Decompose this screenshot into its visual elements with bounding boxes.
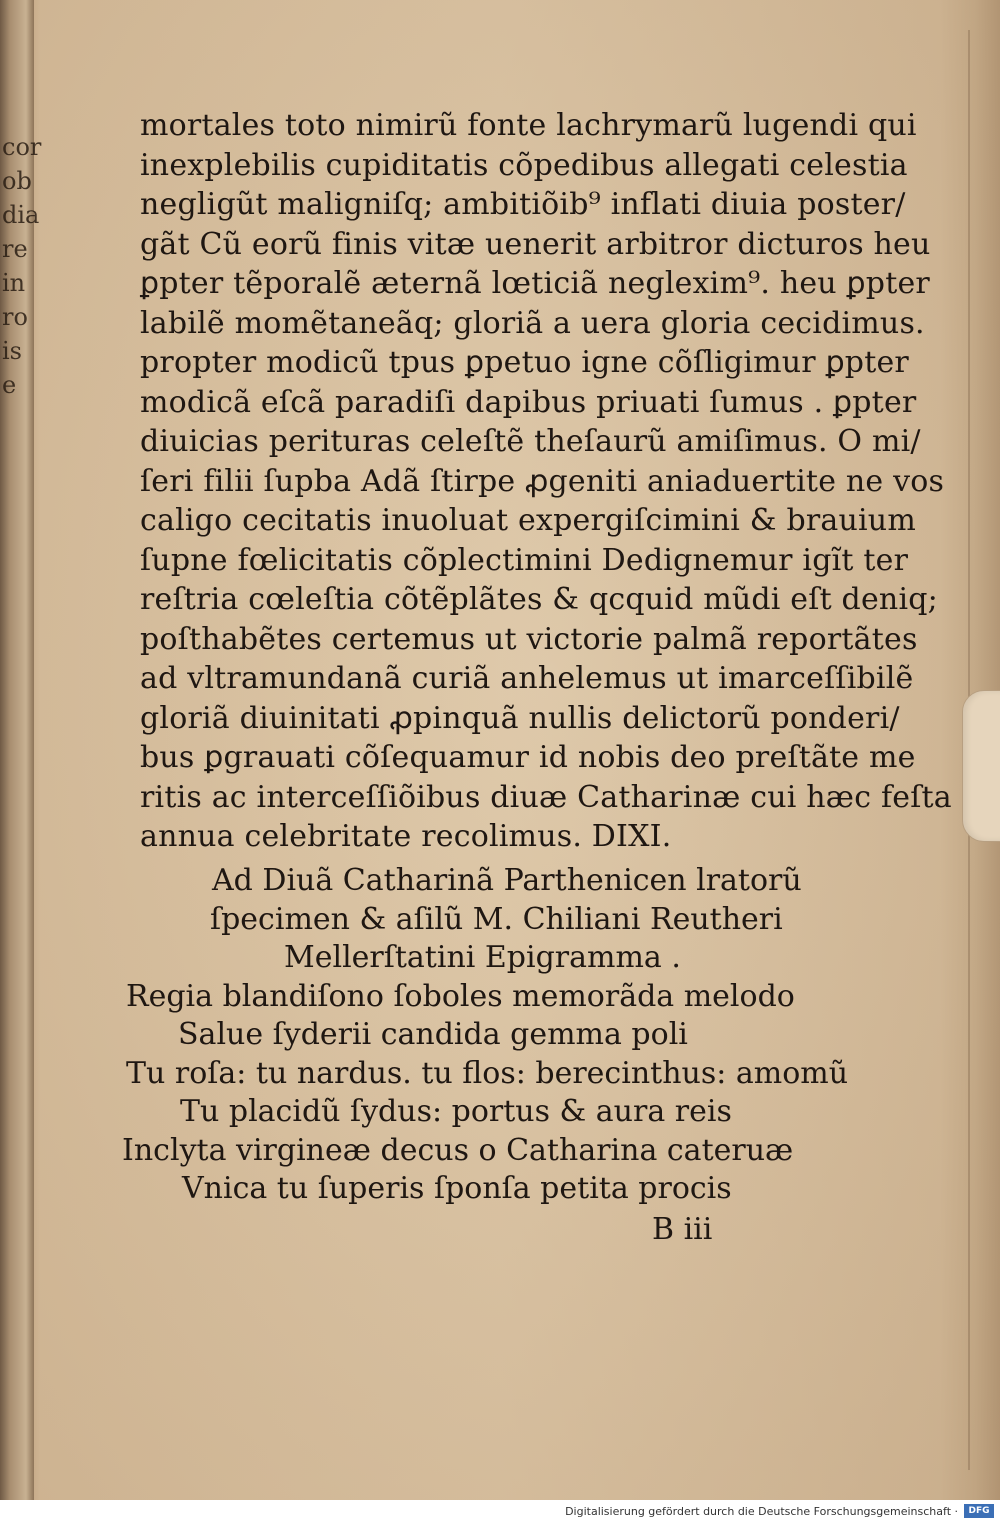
binding-clip — [962, 690, 1000, 842]
text-line: negligũt maligniſq; ambitiõib⁹ inflati diuia poster/ — [140, 187, 906, 222]
epigram-verse: Regia blandiſono ſoboles memorãda melodo — [126, 978, 795, 1014]
text-line: ꝑpter tẽporalẽ æternã lœticiã neglexim⁹. heu ꝑpter — [140, 266, 930, 301]
epigram-block — [118, 862, 849, 1209]
epigram-heading-line: ſpecimen & aſilũ M. Chiliani Reutheri — [210, 901, 783, 937]
text-line: mortales toto nimirũ fonte lachrymarũ lugendi qui — [140, 108, 917, 143]
text-line: bus ꝑgrauati cõſequamur id nobis deo preſtãte me — [140, 740, 916, 775]
text-line: gloriã diuinitati ꝓpinquã nullis delictorũ ponderi/ — [140, 700, 900, 736]
text-line: annua celebritate recolimus. DIXI. — [140, 819, 672, 854]
footer-credit: Digitalisierung gefördert durch die Deutsche Forschungsgemeinschaft · — [565, 1505, 958, 1518]
epigram-heading-line: Ad Diuã Catharinã Parthenicen lratorũ — [212, 863, 802, 898]
footer-bar — [0, 1500, 1000, 1523]
epigram-heading-line: Mellerſtatini Epigramma . — [284, 940, 681, 975]
fragment: ob — [2, 167, 32, 195]
epigram-verse: Salue ſyderii candida gemma poli — [178, 1017, 688, 1052]
text-line: gãt Cũ eorũ finis vitæ uenerit arbitror dicturos heu — [140, 226, 931, 262]
text-line: ad vltramundanã curiã anhelemus ut imarceſſibilẽ — [140, 661, 914, 696]
text-line: propter modicũ tpus ꝑpetuo igne cõſligimur ꝑpter — [140, 345, 909, 380]
dfg-logo-icon: DFG — [964, 1504, 994, 1518]
text-line: ſeri filii ſupba Adã ſtirpe ꝓgeniti aniaduertite ne vos — [140, 463, 945, 499]
previous-page-edge — [0, 0, 42, 1500]
signature-mark: B iii — [652, 1212, 713, 1247]
epigram-verse: Tu roſa: tu nardus. tu flos: berecinthus: amomũ — [126, 1055, 849, 1091]
epigram-verse: Vnica tu ſuperis ſponſa petita procis — [182, 1171, 732, 1206]
text-line: reſtria cœleſtia cõtẽplãtes & qcquid mũdi eſt deniq; — [140, 582, 938, 617]
epigram-verse: Inclyta virgineæ decus o Catharina cateruæ — [122, 1132, 794, 1168]
text-line: ſupne fœlicitatis cõplectimini Dedignemur igĩt ter — [140, 542, 909, 578]
text-line: ritis ac interceſſiõibus diuæ Catharinæ cui hæc feſta — [140, 779, 952, 815]
fragment: dia — [2, 201, 40, 229]
text-line: diuicias perituras celeſtẽ theſaurũ amiſimus. O mi/ — [140, 424, 921, 459]
text-line: caligo cecitatis inuoluat expergiſcimini & brauium — [140, 503, 916, 538]
text-line: labilẽ momẽtaneãq; gloriã a uera gloria cecidimus. — [140, 305, 925, 341]
fragment: cor — [2, 133, 42, 161]
fragment: is — [2, 337, 22, 365]
main-text-block — [140, 106, 952, 857]
text-line: inexplebilis cupiditatis cõpedibus allegati celestia — [140, 147, 908, 183]
fragment: ro — [2, 303, 28, 331]
text-line: poſthabẽtes certemus ut victorie palmã reportãtes — [140, 621, 918, 657]
text-line: modicã eſcã paradiſi dapibus priuati ſumus . ꝑpter — [140, 384, 917, 420]
fragment: in — [2, 269, 26, 297]
fragment: e — [2, 371, 17, 399]
previous-page-fragments — [2, 130, 42, 402]
epigram-verse: Tu placidũ ſydus: portus & aura reis — [180, 1094, 732, 1129]
fragment: re — [2, 235, 28, 263]
